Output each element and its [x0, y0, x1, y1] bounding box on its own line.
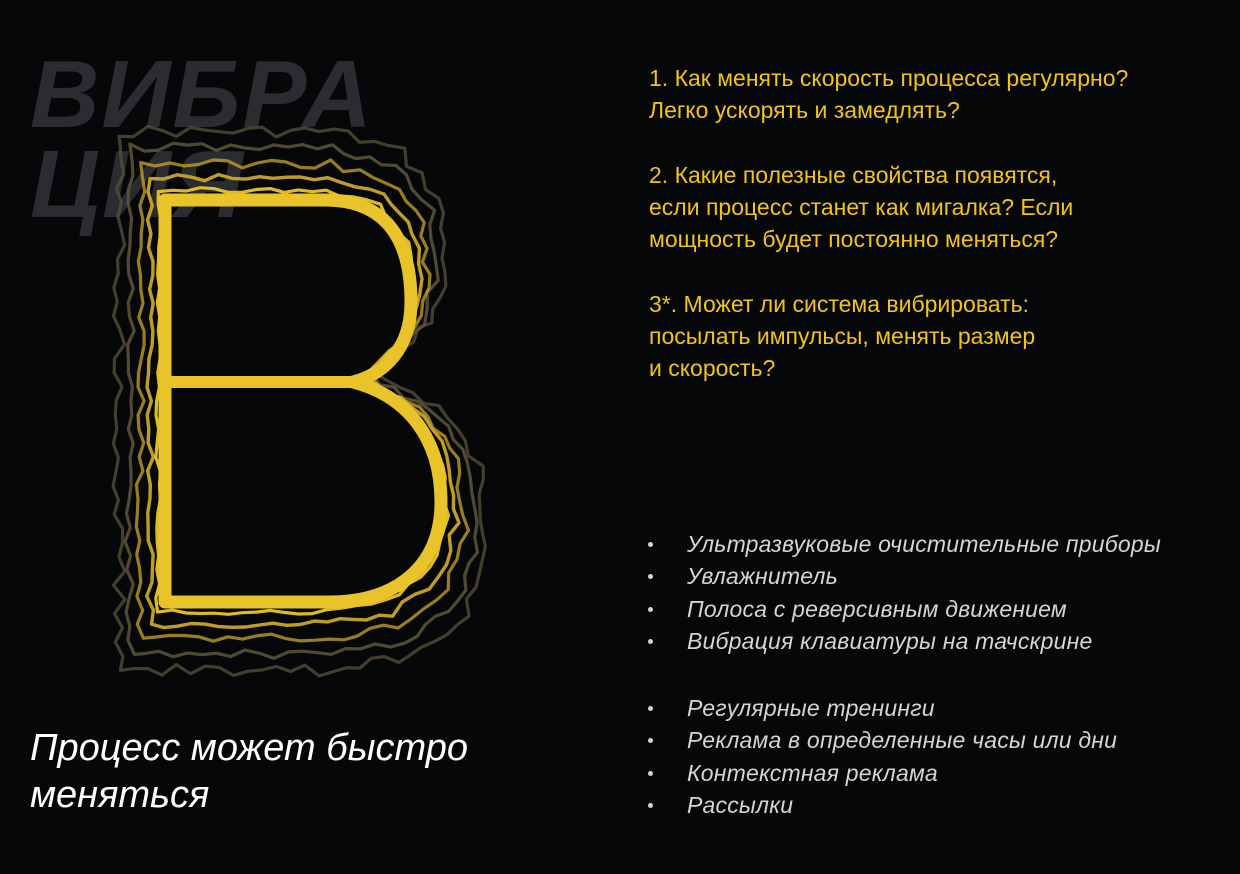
list-item-text: Регулярные тренинги — [687, 695, 935, 721]
letter-outline — [165, 200, 441, 602]
list-item — [646, 757, 1226, 789]
vibrating-letter-v-icon — [85, 120, 545, 680]
list-item — [646, 625, 1226, 657]
list-item — [646, 789, 1226, 821]
list-item-text: Реклама в определенные часы или дни — [687, 727, 1118, 754]
list-item — [646, 560, 1226, 592]
background-title-line-2: ЦИЯ — [30, 131, 246, 238]
list-item-text: Увлажнитель — [687, 563, 838, 590]
questions-block — [649, 62, 1229, 417]
bullet-dot-icon — [648, 738, 653, 743]
question-3: 3*. Может ли система вибрировать: посылать импульсы, менять размер и скорость? — [649, 291, 1036, 381]
list-item — [646, 593, 1226, 625]
examples-list-2 — [646, 692, 1226, 821]
bullet-dot-icon — [648, 607, 653, 612]
bullet-dot-icon — [648, 574, 653, 579]
slide-caption: Процесс может быстро меняться — [30, 727, 469, 816]
list-item-text: Контекстная реклама — [687, 759, 938, 786]
list-item-text: Вибрация клавиатуры на тачскрине — [687, 627, 1093, 654]
list-item — [646, 724, 1226, 756]
list-item — [646, 692, 1226, 724]
bullet-dot-icon — [648, 803, 653, 808]
bullet-dot-icon — [648, 706, 653, 711]
bullet-dot-icon — [648, 639, 653, 644]
question-2: 2. Какие полезные свойства появятся, если процесс станет как мигалка? Если мощность будет постоянно меняться? — [649, 162, 1074, 252]
question-1: 1. Как менять скорость процесса регулярно? Легко ускорять и замедлять? — [649, 65, 1129, 123]
list-item-text: Полоса с реверсивным движением — [687, 595, 1067, 622]
list-item-text: Рассылки — [687, 791, 794, 818]
examples-list-1 — [646, 528, 1226, 657]
background-title-line-1: ВИБРА — [30, 41, 374, 148]
bullet-dot-icon — [648, 771, 653, 776]
bullet-dot-icon — [648, 542, 653, 547]
list-item-text: Ультразвуковые очистительные приборы — [687, 531, 1161, 557]
list-item — [646, 528, 1226, 560]
